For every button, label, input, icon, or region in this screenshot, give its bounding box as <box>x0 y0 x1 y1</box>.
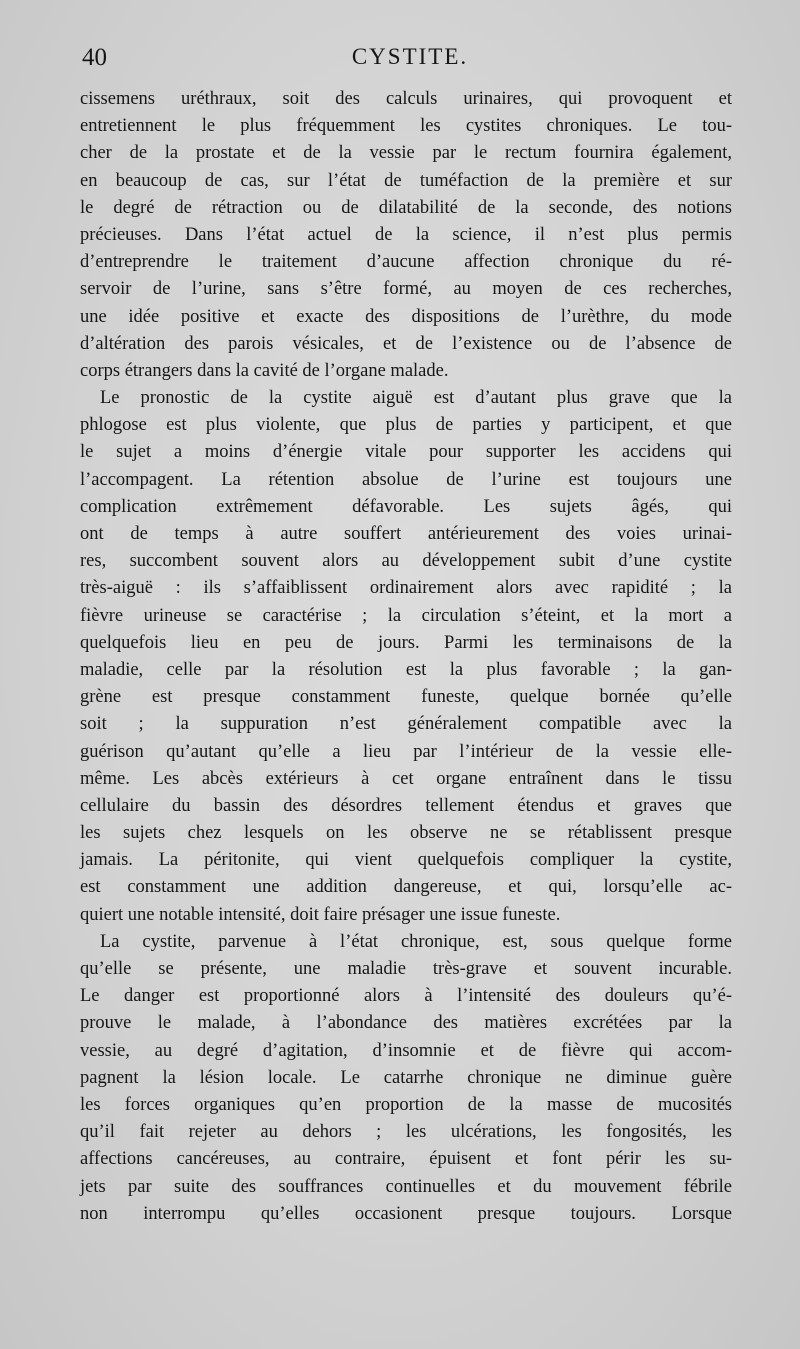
text-line: fièvre urineuse se caractérise ; la circulation s’éteint, et la mort a <box>80 605 732 626</box>
running-title: CYSTITE. <box>351 44 469 69</box>
text-line: grène est presque constamment funeste, quelque bornée qu’elle <box>80 687 732 708</box>
text-line: ont de temps à autre souffert antérieurement des voies urinai- <box>80 524 732 544</box>
text-line: entretiennent le plus fréquemment les cystites chroniques. Le tou- <box>80 116 732 137</box>
text-line: cissemens uréthraux, soit des calculs urinaires, qui provoquent et <box>80 89 732 109</box>
text-line: soit ; la suppuration n’est généralement compatible avec la <box>80 714 732 735</box>
text-line: guérison qu’autant qu’elle a lieu par l’intérieur de la vessie elle- <box>80 741 732 762</box>
text-line: pagnent la lésion locale. Le catarrhe chronique ne diminue guère <box>80 1067 732 1088</box>
text-line: corps étrangers dans la cavité de l’organe malade. <box>80 360 449 381</box>
text-line: quelquefois lieu en peu de jours. Parmi les terminaisons de la <box>80 632 732 653</box>
text-line: les forces organiques qu’en proportion de la masse de mucosités <box>80 1094 732 1115</box>
text-line: cellulaire du bassin des désordres tellement étendus et graves que <box>80 795 732 816</box>
text-line: maladie, celle par la résolution est la plus favorable ; la gan- <box>80 659 732 680</box>
text-line: précieuses. Dans l’état actuel de la science, il n’est plus permis <box>80 224 732 245</box>
text-line: jets par suite des souffrances continuelles et du mouvement fébrile <box>80 1176 732 1197</box>
text-line: prouve le malade, à l’abondance des matières excrétées par la <box>80 1013 732 1034</box>
text-line: d’entreprendre le traitement d’aucune affection chronique du ré- <box>80 252 732 273</box>
text-line: servoir de l’urine, sans s’être formé, au moyen de ces recherches, <box>80 279 732 300</box>
text-line: vessie, au degré d’agitation, d’insomnie et de fièvre qui accom- <box>80 1040 732 1061</box>
page-number: 40 <box>82 44 107 71</box>
text-line: une idée positive et exacte des dispositions de l’urèthre, du mode <box>80 306 732 327</box>
text-line: qu’il fait rejeter au dehors ; les ulcérations, les fongosités, les <box>80 1122 732 1143</box>
text-line: d’altération des parois vésicales, et de l’existence ou de l’absence de <box>80 333 732 354</box>
running-head <box>80 44 740 80</box>
text-line: La cystite, parvenue à l’état chronique, est, sous quelque forme <box>100 931 732 952</box>
text-line: très-aiguë : ils s’affaiblissent ordinairement alors avec rapidité ; la <box>80 578 732 599</box>
text-line: jamais. La péritonite, qui vient quelquefois compliquer la cystite, <box>80 850 732 871</box>
text-line: le degré de rétraction ou de dilatabilité de la seconde, des notions <box>80 197 732 218</box>
text-line: non interrompu qu’elles occasionent presque toujours. Lorsque <box>80 1203 732 1224</box>
text-line: le sujet a moins d’énergie vitale pour supporter les accidens qui <box>80 442 732 463</box>
body-text <box>80 86 732 1228</box>
text-line: même. Les abcès extérieurs à cet organe entraînent dans le tissu <box>80 768 732 789</box>
text-line: Le danger est proportionné alors à l’intensité des douleurs qu’é- <box>80 986 732 1007</box>
text-line: phlogose est plus violente, que plus de parties y participent, et que <box>80 415 732 436</box>
text-line: est constamment une addition dangereuse, et qui, lorsqu’elle ac- <box>80 877 732 898</box>
text-line: cher de la prostate et de la vessie par le rectum fournira également, <box>80 143 732 164</box>
text-line: affections cancéreuses, au contraire, épuisent et font périr les su- <box>80 1149 732 1170</box>
text-line: quiert une notable intensité, doit faire présager une issue funeste. <box>80 904 561 925</box>
text-line: qu’elle se présente, une maladie très-grave et souvent incurable. <box>80 959 732 979</box>
text-line: res, succombent souvent alors au développement subit d’une cystite <box>80 551 732 572</box>
text-line: Le pronostic de la cystite aiguë est d’autant plus grave que la <box>100 388 732 409</box>
text-line: complication extrêmement défavorable. Les sujets âgés, qui <box>80 496 732 517</box>
text-line: l’accompagent. La rétention absolue de l’urine est toujours une <box>80 469 732 490</box>
text-line: les sujets chez lesquels on les observe ne se rétablissent presque <box>80 823 732 844</box>
text-line: en beaucoup de cas, sur l’état de tuméfaction de la première et sur <box>80 170 732 191</box>
